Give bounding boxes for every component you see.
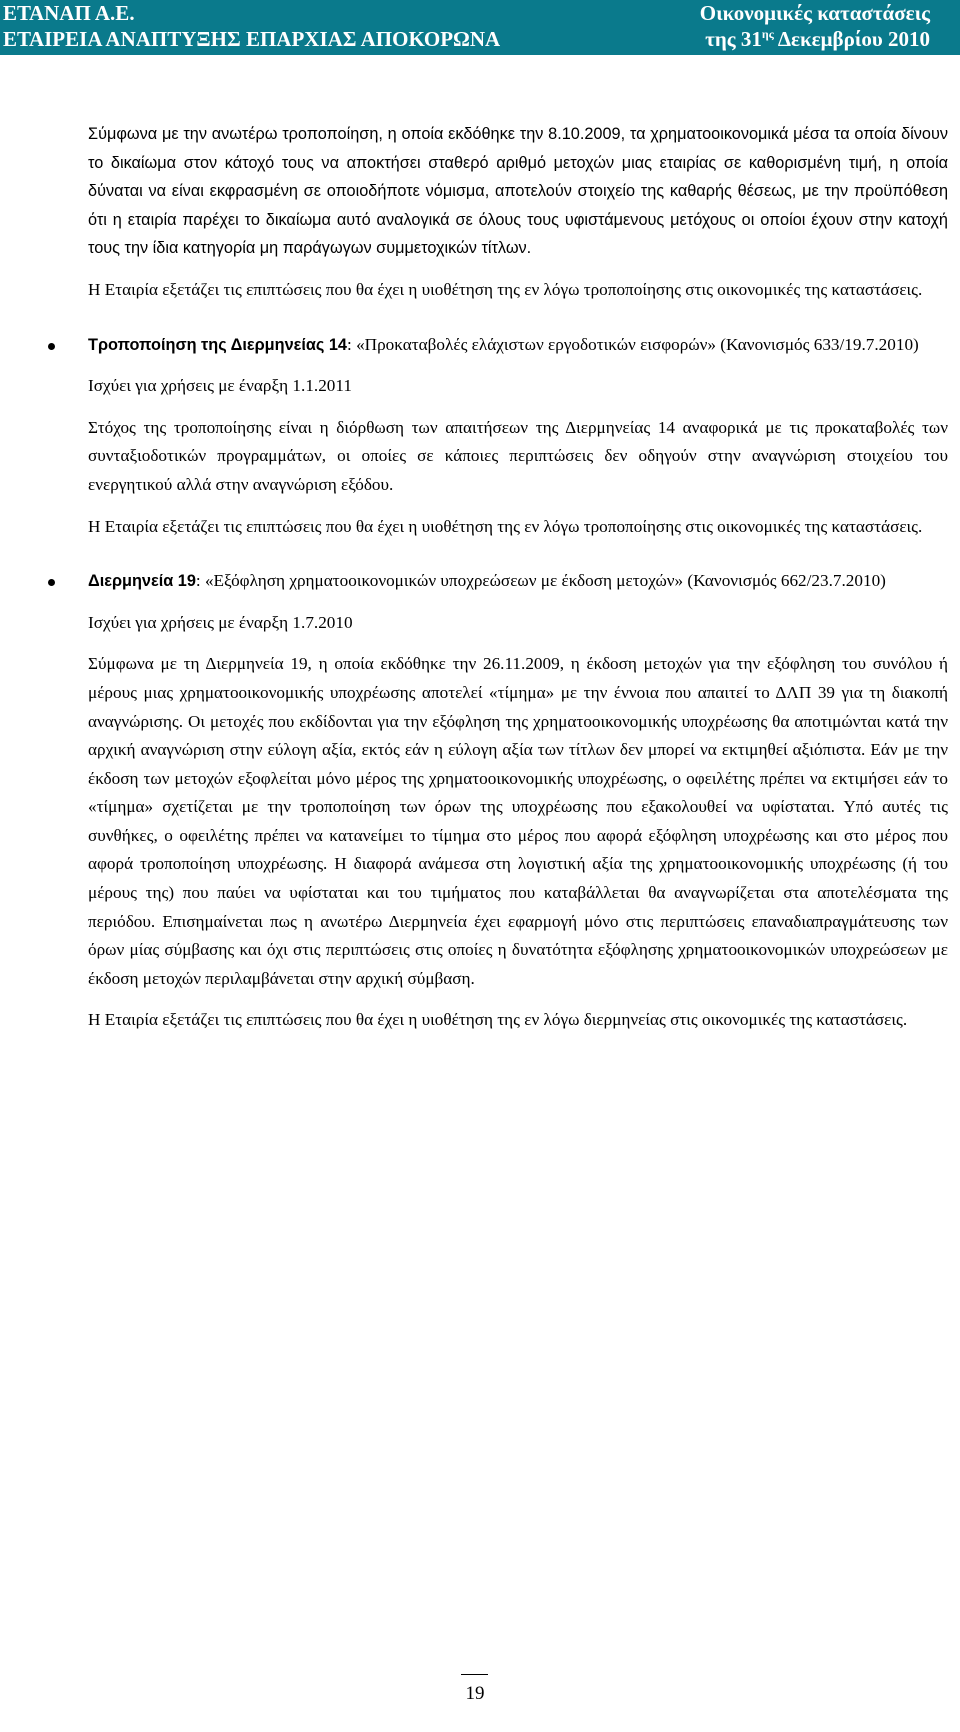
report-date-prefix: της 31 <box>705 27 762 51</box>
paragraph-objective: Στόχος της τροποποίησης είναι η διόρθωση των απαιτήσεων της Διερμηνείας 14 αναφορικά με τις προκαταβολές των συνταξιοδοτικών προγραμμάτων, οι οποίες σε κάποιες περιπτώσεις δεν οδηγούν στην αναγνώριση στοιχείου του ενεργητικού αλλά στην αναγνώριση εξόδου. <box>88 417 948 494</box>
bullet-title-ifric19: Διερμηνεία 19 <box>88 572 196 591</box>
company-full-name: ΕΤΑΙΡΕΙΑ ΑΝΑΠΤΥΞΗΣ ΕΠΑΡΧΙΑΣ ΑΠΟΚΟΡΩΝΑ <box>3 27 501 51</box>
paragraph-impact-1: Η Εταιρία εξετάζει τις επιπτώσεις που θα έχει η υιοθέτηση της εν λόγω τροποποίησης στις οικονομικές της καταστάσεις. <box>88 279 923 299</box>
paragraph-effective-date-1: Ισχύει για χρήσεις με έναρξη 1.1.2011 <box>88 376 352 396</box>
paragraph-amendment-summary: Σύμφωνα με την ανωτέρω τροποποίηση, η οποία εκδόθηκε την 8.10.2009, τα χρηματοοικονομικά μέσα τα οποία δίνουν το δικαίωμα στον κάτοχό τους να αποκτήσει σταθερό αριθμό μετοχών μιας εταιρίας σε καθορισμένη τιμή, η οποία δύναται να είναι εκφρασμένη σε οποιοδήποτε νόμισμα, αποτελούν στοιχείο της καθαρής θέσεως, με την προϋπόθεση ότι η εταιρία παρέχει το δικαίωμα αυτό αναλογικά σε όλους τους υφιστάμενους μετόχους οι οποίοι έχουν στην κατοχή τους την ίδια κατηγορία μη παράγωγων συμμετοχικών τίτλων. <box>88 125 948 258</box>
paragraph-effective-date-2: Ισχύει για χρήσεις με έναρξη 1.7.2010 <box>88 612 353 632</box>
bullet-text-ifric14: : «Προκαταβολές ελάχιστων εργοδοτικών εισφορών» (Κανονισμός 633/19.7.2010) <box>347 334 919 354</box>
company-short-name: ΕΤΑΝΑΠ Α.Ε. <box>3 1 135 25</box>
bullet-item-ifric19 <box>88 567 948 596</box>
report-title: Οικονομικές καταστάσεις <box>699 1 930 25</box>
bullet-title-ifric14: Τροποποίηση της Διερμηνείας 14 <box>88 335 347 354</box>
paragraph-impact-3: Η Εταιρία εξετάζει τις επιπτώσεις που θα έχει η υιοθέτηση της εν λόγω διερμηνείας στις οικονομικές της καταστάσεις. <box>88 1010 908 1030</box>
paragraph-impact-2: Η Εταιρία εξετάζει τις επιπτώσεις που θα έχει η υιοθέτηση της εν λόγω τροποποίησης στις οικονομικές της καταστάσεις. <box>88 516 923 536</box>
bullet-item-ifric14 <box>88 331 948 360</box>
bullet-dot <box>48 343 55 350</box>
report-date-sup: ης <box>761 27 774 41</box>
document-body <box>88 120 948 1035</box>
report-date-suffix: Δεκεμβρίου 2010 <box>773 27 930 51</box>
bullet-dot <box>48 579 55 586</box>
page-header <box>0 0 960 55</box>
paragraph-ifric19-details: Σύμφωνα με τη Διερμηνεία 19, η οποία εκδόθηκε την 26.11.2009, η έκδοση μετοχών για την εξόφληση του συνόλου ή μέρους μιας χρηματοοικονομικής υποχρέωσης αποτελεί «τίμημα» με την έννοια που απαιτεί το ΔΛΠ 39 για τη διακοπή αναγνώρισης. Οι μετοχές που εκδίδονται για την εξόφληση της χρηματοοικονομικής υποχρέωσης θα αποτιμώνται κατά την αρχική αναγνώριση στην εύλογη αξία, εκτός εάν η εύλογη αξία των τίτλων δεν μπορεί να εκτιμηθεί αξιόπιστα. Εάν με την έκδοση των μετοχών εξοφλείται μόνο μέρος της χρηματοοικονομικής υποχρέωσης, ο οφειλέτης πρέπει να εκτιμήσει εάν το «τίμημα» σχετίζεται με την τροποποίηση των όρων της υποχρέωσης που εξακολουθεί να υφίσταται. Υπό αυτές τις συνθήκες, ο οφειλέτης πρέπει να κατανείμει το τίμημα στο μέρος που αφορά εξόφληση υποχρέωσης και στο μέρος που αφορά τροποποίηση υποχρέωσης. Η διαφορά ανάμεσα στη λογιστική αξία της χρηματοοικονομικής υποχρέωσης (ή του μέρους της) που παύει να υφίσταται και του τιμήματος που καταβάλλεται θα αναγνωρίζεται στα αποτελέσματα της περιόδου. Επισημαίνεται πως η ανωτέρω Διερμηνεία έχει εφαρμογή μόνο στις περιπτώσεις επαναδιαπραγμάτευσης των όρων μίας σύμβασης και όχι στις περιπτώσεις στις οποίες η δυνατότητα εξόφλησης χρηματοοικονομικών υποχρεώσεων με έκδοση μετοχών περιλαμβάνεται στην αρχική σύμβαση. <box>88 654 948 988</box>
bullet-text-ifric19: : «Εξόφληση χρηματοοικονομικών υποχρεώσεων με έκδοση μετοχών» (Κανονισμός 662/23.7.2010) <box>195 571 886 591</box>
report-date <box>705 27 930 52</box>
page-number: 19 <box>465 1683 485 1704</box>
footer-divider <box>461 1674 488 1675</box>
